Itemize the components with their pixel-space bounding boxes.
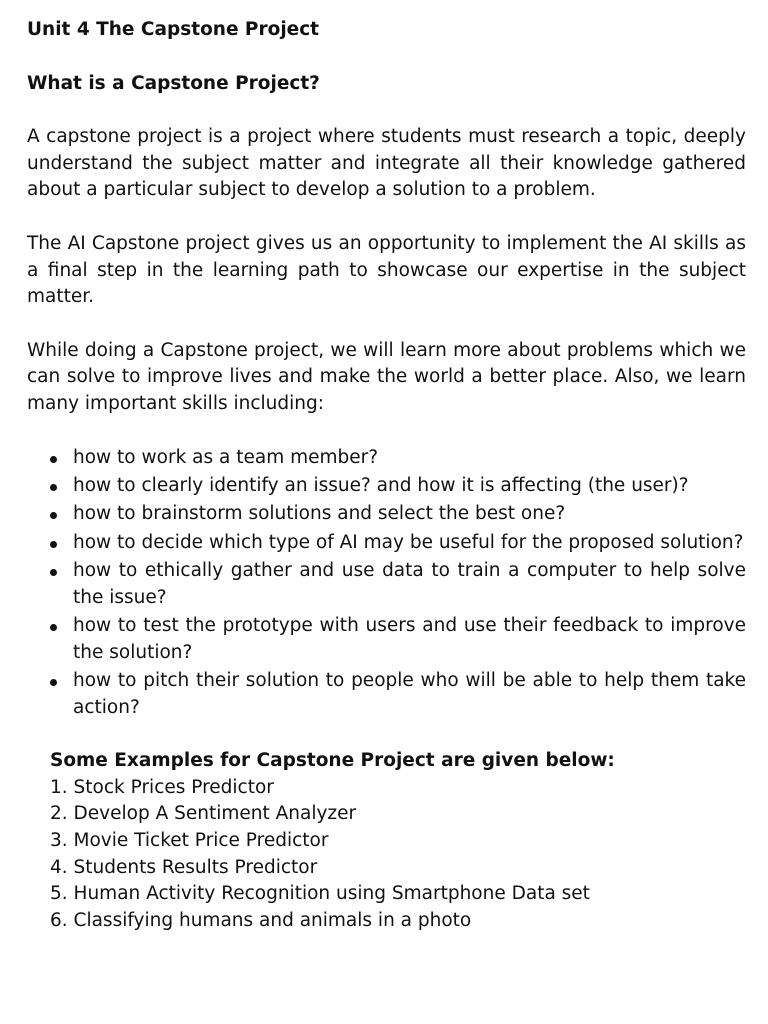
example-item: 5. Human Activity Recognition using Smartphone Data set bbox=[50, 883, 590, 905]
skill-text: how to brainstorm solutions and select the best one? bbox=[73, 503, 566, 525]
paragraph-ai-capstone: The AI Capstone project gives us an opportunity to implement the AI skills as a final step in the learning path to showcase our expertise in the subject matter. bbox=[27, 232, 746, 308]
bullet-icon bbox=[50, 456, 57, 463]
examples-list bbox=[27, 775, 746, 935]
list-item bbox=[73, 445, 746, 472]
bullet-icon bbox=[50, 569, 57, 576]
document-page bbox=[27, 17, 746, 934]
list-item bbox=[73, 473, 746, 500]
example-item: 2. Develop A Sentiment Analyzer bbox=[50, 803, 357, 825]
list-item bbox=[73, 668, 746, 721]
skill-text: how to clearly identify an issue? and how it is affecting (the user)? bbox=[73, 474, 689, 496]
example-item: 6. Classifying humans and animals in a photo bbox=[50, 909, 472, 931]
section-title: What is a Capstone Project? bbox=[27, 72, 320, 94]
bullet-icon bbox=[50, 679, 57, 686]
skill-text: how to test the prototype with users and use their feedback to improve the solution? bbox=[73, 615, 746, 663]
skill-text: how to ethically gather and use data to train a computer to help solve the issue? bbox=[73, 560, 746, 608]
examples-heading: Some Examples for Capstone Project are given below: bbox=[50, 750, 615, 772]
skills-list bbox=[27, 445, 746, 722]
unit-title: Unit 4 The Capstone Project bbox=[27, 19, 320, 40]
example-item: 4. Students Results Predictor bbox=[50, 856, 318, 878]
bullet-icon bbox=[50, 624, 57, 631]
example-item: 1. Stock Prices Predictor bbox=[50, 776, 274, 798]
list-item bbox=[73, 613, 746, 666]
list-item bbox=[73, 530, 746, 557]
bullet-icon bbox=[50, 512, 57, 519]
bullet-icon bbox=[50, 541, 57, 548]
example-item: 3. Movie Ticket Price Predictor bbox=[50, 830, 329, 852]
bullet-icon bbox=[50, 484, 57, 491]
skill-text: how to work as a team member? bbox=[73, 446, 379, 468]
list-item bbox=[73, 558, 746, 611]
paragraph-definition: A capstone project is a project where students must research a topic, deeply understand the subject matter and integrate all their knowledge gathered about a particular subject to develop a solution to a problem. bbox=[27, 126, 746, 201]
skill-text: how to pitch their solution to people who will be able to help them take action? bbox=[73, 670, 746, 718]
skill-text: how to decide which type of AI may be useful for the proposed solution? bbox=[73, 531, 744, 553]
paragraph-skills-intro: While doing a Capstone project, we will learn more about problems which we can solve to improve lives and make the world a better place. Also, we learn many important skills including: bbox=[27, 339, 746, 414]
list-item bbox=[73, 501, 746, 528]
